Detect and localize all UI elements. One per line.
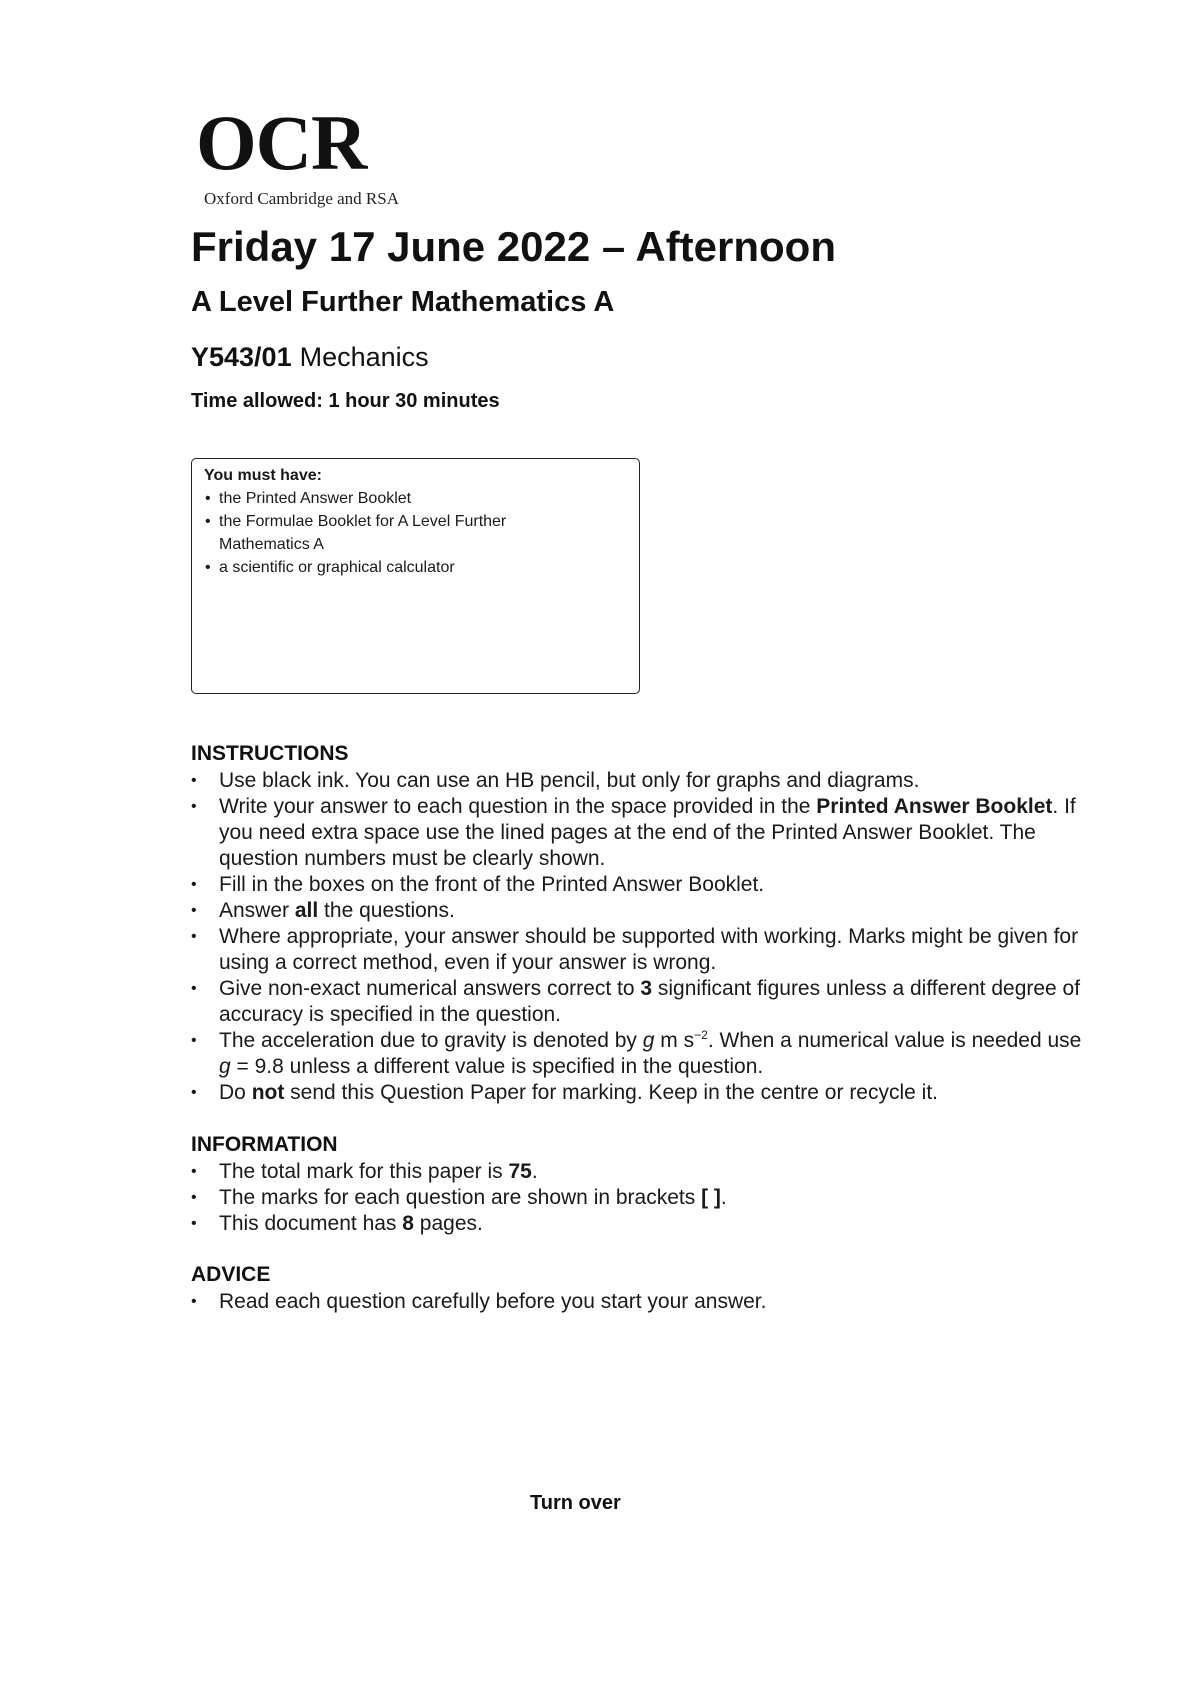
advice-item: • Read each question carefully before you start your answer. <box>191 1289 1091 1315</box>
instruction-item: • Where appropriate, your answer should be supported with working. Marks might be given for using a correct method, even if your answer is wrong. <box>191 924 1091 976</box>
information-list <box>191 1159 1091 1237</box>
logo-text: OCR <box>196 99 367 186</box>
must-have-item: • the Printed Answer Booklet <box>204 487 627 510</box>
information-item: • This document has 8 pages. <box>191 1211 1091 1237</box>
information-item: • The total mark for this paper is 75. <box>191 1159 1091 1185</box>
instruction-item: • Fill in the boxes on the front of the Printed Answer Booklet. <box>191 872 1091 898</box>
instruction-item: • Give non-exact numerical answers correct to 3 significant figures unless a different degree of accuracy is specified in the question. <box>191 976 1091 1028</box>
instructions-heading: INSTRUCTIONS <box>191 742 349 765</box>
information-heading: INFORMATION <box>191 1133 338 1156</box>
must-have-list <box>204 487 627 579</box>
paper-title <box>191 342 429 373</box>
logo-subtitle: Oxford Cambridge and RSA <box>204 189 400 208</box>
qualification-title: A Level Further Mathematics A <box>191 286 615 318</box>
paper-name: Mechanics <box>299 342 429 372</box>
advice-list <box>191 1289 1091 1315</box>
information-item: • The marks for each question are shown in brackets [ ]. <box>191 1185 1091 1211</box>
time-allowed: Time allowed: 1 hour 30 minutes <box>191 390 500 412</box>
instruction-item: • Do not send this Question Paper for marking. Keep in the centre or recycle it. <box>191 1080 1091 1106</box>
must-have-title: You must have: <box>204 467 322 484</box>
advice-heading: ADVICE <box>191 1263 271 1286</box>
instruction-item: • Use black ink. You can use an HB pencil, but only for graphs and diagrams. <box>191 768 1091 794</box>
instruction-item: • Answer all the questions. <box>191 898 1091 924</box>
instruction-item: • The acceleration due to gravity is denoted by g m $s^{-2}$. When a numerical value is needed use g = 9.8 unless a different value is specified in the question. <box>191 1028 1091 1080</box>
instruction-item: • Write your answer to each question in the space provided in the Printed Answer Booklet. If you need extra space use the lined pages at the end of the Printed Answer Booklet. The question numbers must be clearly shown. <box>191 794 1091 872</box>
instructions-list <box>191 768 1091 1106</box>
advice-section <box>191 1263 1091 1315</box>
information-section <box>191 1133 1091 1237</box>
exam-date: Friday 17 June 2022 – Afternoon <box>191 223 836 270</box>
must-have-item: • a scientific or graphical calculator <box>204 556 627 579</box>
turn-over-label: Turn over <box>530 1492 621 1514</box>
instructions-section <box>191 742 1091 1106</box>
must-have-item: • the Formulae Booklet for A Level Further Mathematics A <box>204 510 549 556</box>
must-have-box <box>191 458 640 694</box>
paper-code: Y543/01 <box>191 342 292 372</box>
